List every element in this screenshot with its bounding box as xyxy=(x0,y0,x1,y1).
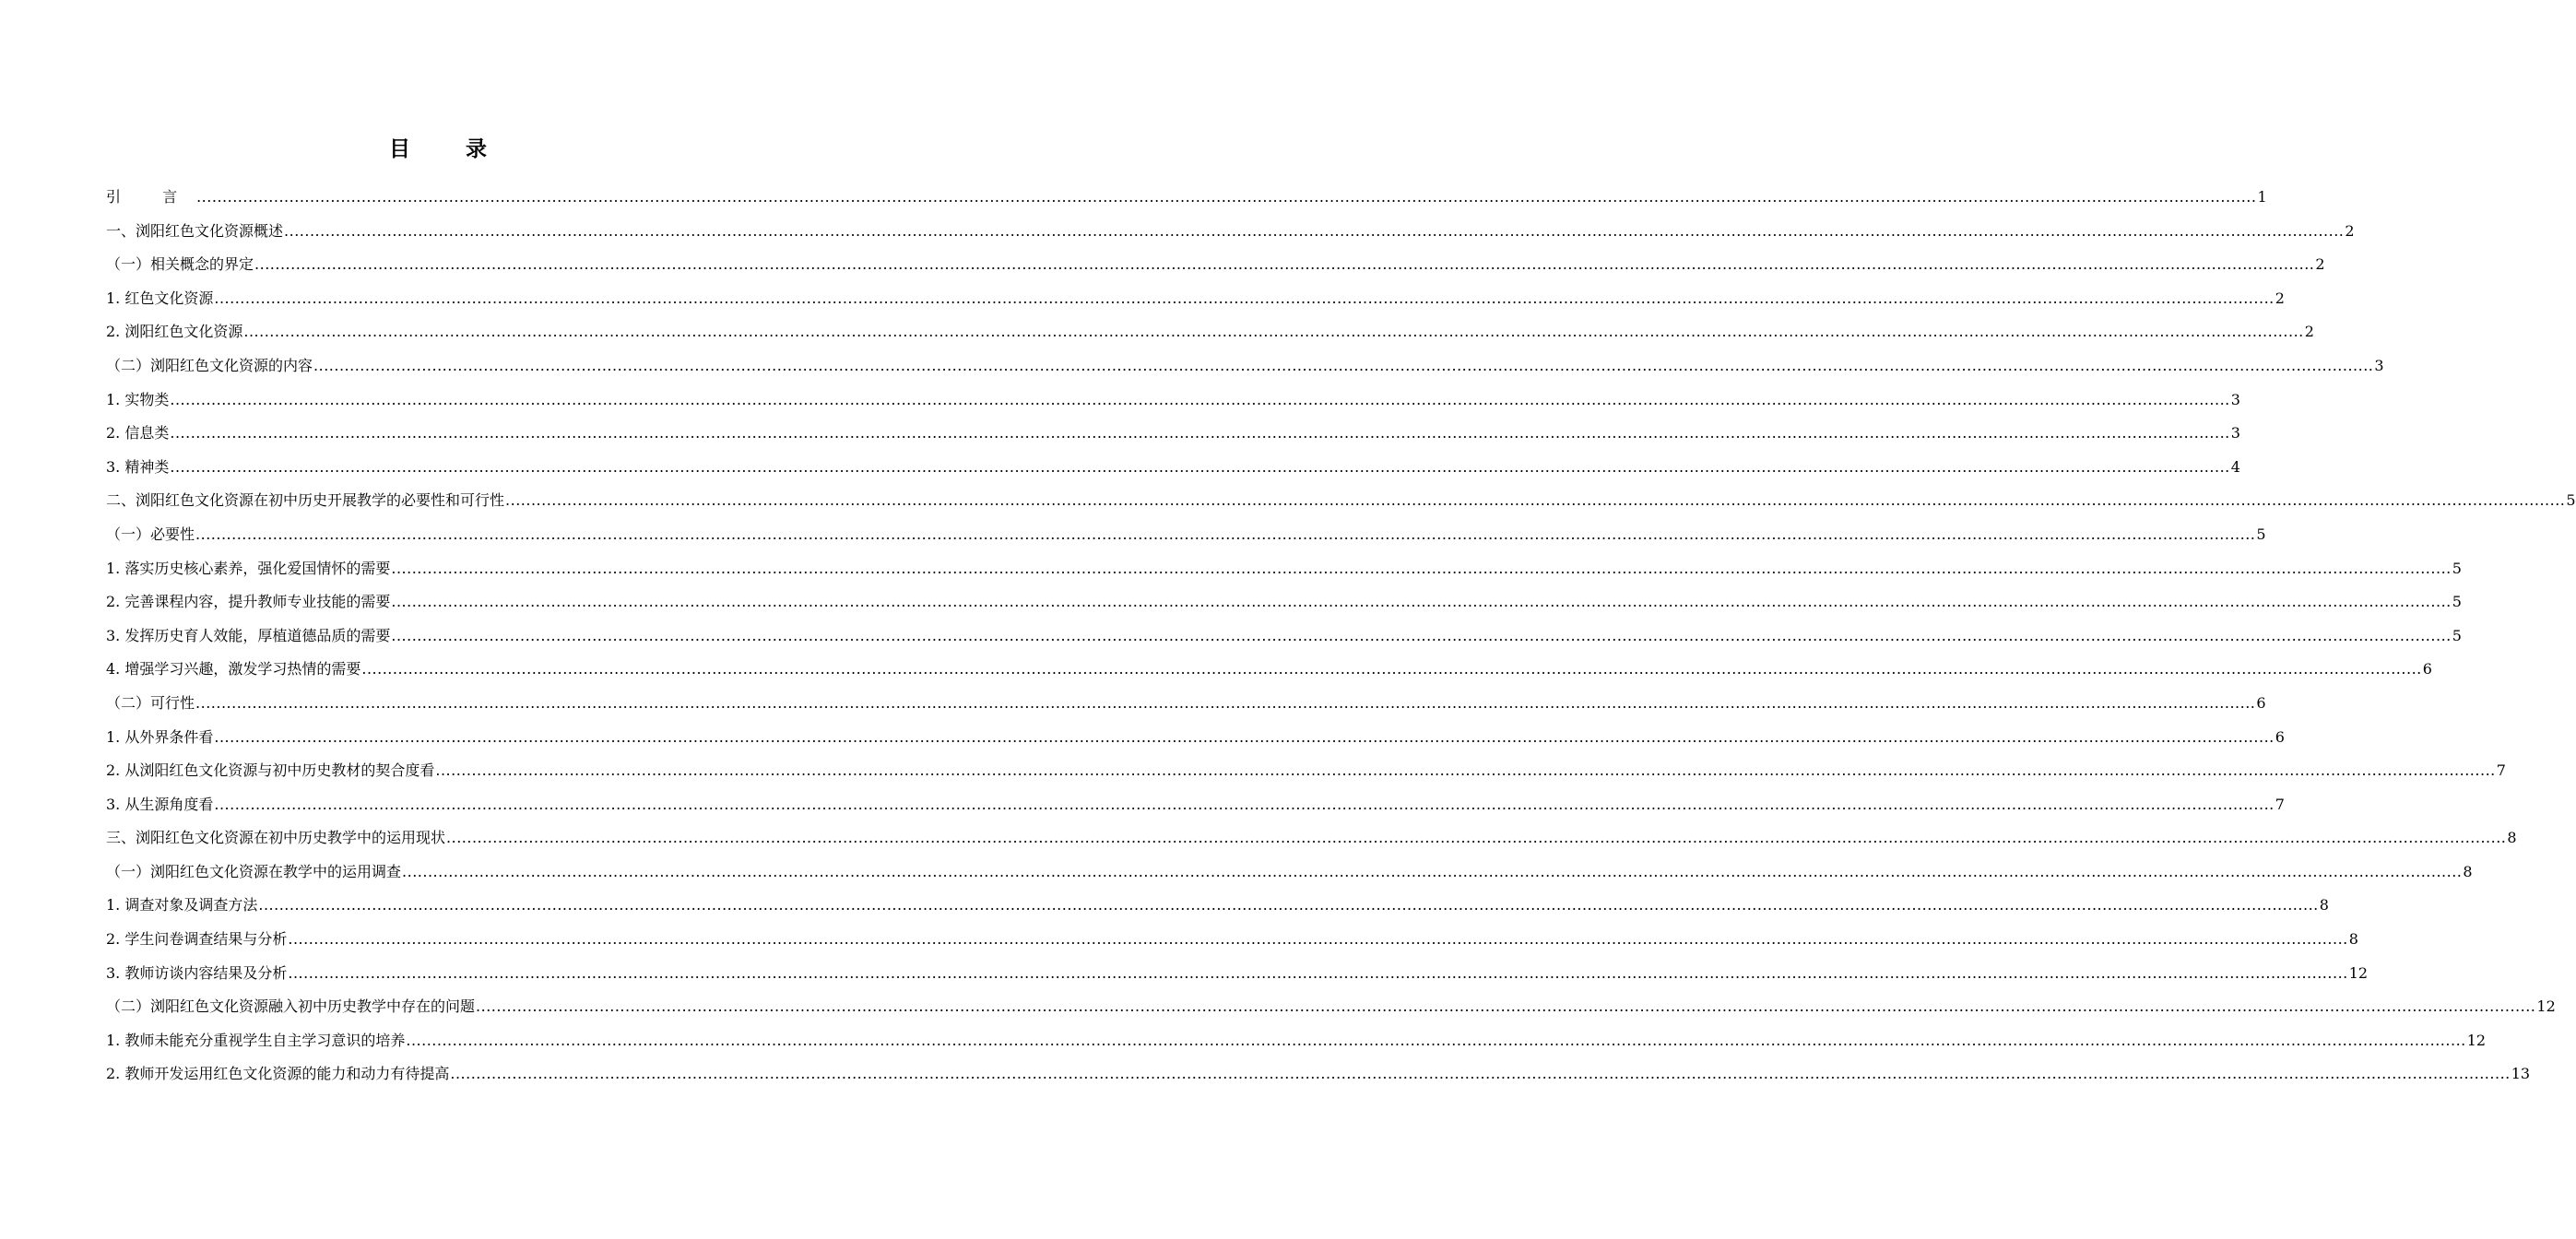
toc-entry-page-number: 2 xyxy=(2315,255,2325,274)
toc-dot-leader: ................................................................................................................................................................................................................................................................................................................................................................................................................ xyxy=(170,390,2230,408)
toc-entry-page-number: 8 xyxy=(2463,862,2473,880)
toc-entry-title: 引 言 xyxy=(106,188,196,206)
toc-entry-page-number: 5 xyxy=(2566,491,2576,510)
toc-entry[interactable] xyxy=(106,721,2285,755)
toc-dot-leader: ................................................................................................................................................................................................................................................................................................................................................................................................................ xyxy=(476,997,2536,1016)
toc-title: 目 录 xyxy=(388,137,511,161)
toc-dot-leader: ................................................................................................................................................................................................................................................................................................................................................................................................................ xyxy=(243,323,2304,341)
toc-entry[interactable] xyxy=(106,1057,2531,1092)
toc-entry[interactable] xyxy=(106,821,2517,856)
toc-entry-title: 2. 浏阳红色文化资源 xyxy=(106,323,243,341)
toc-entry-page-number: 2 xyxy=(2345,221,2355,240)
toc-entry-page-number: 5 xyxy=(2452,593,2462,611)
toc-entry-title: 1. 红色文化资源 xyxy=(106,289,214,307)
toc-dot-leader: ................................................................................................................................................................................................................................................................................................................................................................................................................ xyxy=(505,491,2566,510)
toc-entry-title: （二）可行性 xyxy=(106,693,195,712)
toc-entry[interactable] xyxy=(106,687,2266,721)
toc-entry-page-number: 3 xyxy=(2230,390,2240,408)
table-of-contents xyxy=(106,181,2576,1092)
toc-dot-leader: ................................................................................................................................................................................................................................................................................................................................................................................................................ xyxy=(406,1031,2466,1049)
toc-entry-title: 3. 精神类 xyxy=(106,457,170,476)
toc-dot-leader: ................................................................................................................................................................................................................................................................................................................................................................................................................ xyxy=(391,626,2452,644)
toc-entry-page-number: 8 xyxy=(2348,930,2358,949)
toc-dot-leader: ................................................................................................................................................................................................................................................................................................................................................................................................................ xyxy=(195,693,2256,712)
toc-entry[interactable] xyxy=(106,417,2240,451)
toc-dot-leader: ................................................................................................................................................................................................................................................................................................................................................................................................................ xyxy=(214,795,2275,813)
toc-entry-page-number: 8 xyxy=(2507,829,2517,847)
toc-dot-leader: ................................................................................................................................................................................................................................................................................................................................................................................................................ xyxy=(435,761,2496,780)
toc-entry-title: 1. 从外界条件看 xyxy=(106,727,214,746)
toc-entry[interactable] xyxy=(106,653,2432,687)
toc-entry[interactable] xyxy=(106,215,2355,249)
toc-dot-leader: ................................................................................................................................................................................................................................................................................................................................................................................................................ xyxy=(258,896,2319,914)
toc-entry[interactable] xyxy=(106,889,2329,923)
toc-entry[interactable] xyxy=(106,518,2266,552)
toc-entry[interactable] xyxy=(106,754,2506,788)
toc-entry-title: （一）相关概念的界定 xyxy=(106,255,254,274)
toc-dot-leader: ................................................................................................................................................................................................................................................................................................................................................................................................................ xyxy=(170,457,2230,476)
toc-entry-title: 1. 教师未能充分重视学生自主学习意识的培养 xyxy=(106,1031,406,1049)
toc-dot-leader: ................................................................................................................................................................................................................................................................................................................................................................................................................ xyxy=(402,862,2463,880)
toc-entry-page-number: 6 xyxy=(2422,660,2432,678)
toc-entry-title: 3. 发挥历史育人效能，厚植道德品质的需要 xyxy=(106,626,391,644)
toc-entry[interactable] xyxy=(106,957,2369,991)
toc-entry-page-number: 2 xyxy=(2275,289,2285,307)
toc-entry-page-number: 4 xyxy=(2230,457,2240,476)
toc-entry-title: 一、浏阳红色文化资源概述 xyxy=(106,221,284,240)
toc-dot-leader: ................................................................................................................................................................................................................................................................................................................................................................................................................ xyxy=(196,188,2257,206)
toc-entry-title: 2. 学生问卷调查结果与分析 xyxy=(106,930,288,949)
toc-entry[interactable] xyxy=(106,990,2556,1024)
toc-dot-leader: ................................................................................................................................................................................................................................................................................................................................................................................................................ xyxy=(391,559,2452,577)
toc-entry-title: 1. 调查对象及调查方法 xyxy=(106,896,258,914)
toc-dot-leader: ................................................................................................................................................................................................................................................................................................................................................................................................................ xyxy=(450,1065,2511,1083)
toc-entry[interactable] xyxy=(106,1024,2487,1058)
toc-entry-title: 二、浏阳红色文化资源在初中历史开展教学的必要性和可行性 xyxy=(106,491,505,510)
toc-entry-title: （一）必要性 xyxy=(106,525,195,543)
toc-dot-leader: ................................................................................................................................................................................................................................................................................................................................................................................................................ xyxy=(214,289,2275,307)
toc-dot-leader: ................................................................................................................................................................................................................................................................................................................................................................................................................ xyxy=(195,525,2256,543)
toc-entry-page-number: 7 xyxy=(2275,795,2285,813)
toc-entry-title: 1. 落实历史核心素养，强化爱国情怀的需要 xyxy=(106,559,391,577)
toc-entry-title: 4. 增强学习兴趣，激发学习热情的需要 xyxy=(106,660,361,678)
toc-entry-page-number: 12 xyxy=(2466,1031,2487,1049)
toc-entry[interactable] xyxy=(106,315,2314,349)
toc-entry[interactable] xyxy=(106,552,2462,586)
toc-entry-title: 3. 从生源角度看 xyxy=(106,795,214,813)
toc-entry-page-number: 5 xyxy=(2452,559,2462,577)
toc-entry-page-number: 12 xyxy=(2348,963,2369,982)
toc-entry-title: 1. 实物类 xyxy=(106,390,170,408)
toc-dot-leader: ................................................................................................................................................................................................................................................................................................................................................................................................................ xyxy=(313,356,2374,374)
toc-entry-page-number: 5 xyxy=(2256,525,2266,543)
toc-entry[interactable] xyxy=(106,585,2462,620)
toc-dot-leader: ................................................................................................................................................................................................................................................................................................................................................................................................................ xyxy=(446,829,2507,847)
toc-entry[interactable] xyxy=(106,282,2285,316)
toc-entry[interactable] xyxy=(106,248,2325,282)
toc-dot-leader: ................................................................................................................................................................................................................................................................................................................................................................................................................ xyxy=(284,221,2345,240)
toc-entry-title: （二）浏阳红色文化资源融入初中历史教学中存在的问题 xyxy=(106,997,476,1016)
toc-dot-leader: ................................................................................................................................................................................................................................................................................................................................................................................................................ xyxy=(288,930,2348,949)
toc-entry-page-number: 6 xyxy=(2256,693,2266,712)
toc-entry[interactable] xyxy=(106,181,2267,215)
toc-entry-page-number: 1 xyxy=(2257,188,2267,206)
toc-entry-title: 2. 信息类 xyxy=(106,424,170,442)
toc-entry[interactable] xyxy=(106,384,2240,418)
toc-dot-leader: ................................................................................................................................................................................................................................................................................................................................................................................................................ xyxy=(254,255,2315,274)
toc-dot-leader: ................................................................................................................................................................................................................................................................................................................................................................................................................ xyxy=(170,424,2230,442)
toc-entry-page-number: 3 xyxy=(2230,424,2240,442)
toc-entry[interactable] xyxy=(106,923,2358,957)
toc-entry-page-number: 2 xyxy=(2304,323,2314,341)
toc-entry[interactable] xyxy=(106,451,2240,485)
toc-entry-title: 2. 从浏阳红色文化资源与初中历史教材的契合度看 xyxy=(106,761,435,780)
toc-entry-page-number: 13 xyxy=(2511,1065,2531,1083)
toc-dot-leader: ................................................................................................................................................................................................................................................................................................................................................................................................................ xyxy=(288,963,2348,982)
toc-dot-leader: ................................................................................................................................................................................................................................................................................................................................................................................................................ xyxy=(361,660,2422,678)
toc-entry[interactable] xyxy=(106,856,2473,890)
toc-entry-title: 2. 教师开发运用红色文化资源的能力和动力有待提高 xyxy=(106,1065,450,1083)
toc-entry-title: 三、浏阳红色文化资源在初中历史教学中的运用现状 xyxy=(106,829,446,847)
toc-entry-page-number: 6 xyxy=(2275,727,2285,746)
toc-entry-title: 2. 完善课程内容，提升教师专业技能的需要 xyxy=(106,593,391,611)
toc-dot-leader: ................................................................................................................................................................................................................................................................................................................................................................................................................ xyxy=(214,727,2275,746)
toc-entry-page-number: 12 xyxy=(2536,997,2556,1016)
toc-entry-title: （一）浏阳红色文化资源在教学中的运用调查 xyxy=(106,862,402,880)
toc-entry[interactable] xyxy=(106,349,2384,384)
toc-entry-page-number: 3 xyxy=(2374,356,2384,374)
toc-entry-title: 3. 教师访谈内容结果及分析 xyxy=(106,963,288,982)
toc-entry-page-number: 8 xyxy=(2319,896,2329,914)
toc-entry-page-number: 5 xyxy=(2452,626,2462,644)
toc-entry-title: （二）浏阳红色文化资源的内容 xyxy=(106,356,313,374)
toc-entry[interactable] xyxy=(106,484,2576,518)
toc-entry[interactable] xyxy=(106,620,2462,654)
toc-entry-page-number: 7 xyxy=(2496,761,2506,780)
toc-entry[interactable] xyxy=(106,788,2285,822)
toc-dot-leader: ................................................................................................................................................................................................................................................................................................................................................................................................................ xyxy=(391,593,2452,611)
